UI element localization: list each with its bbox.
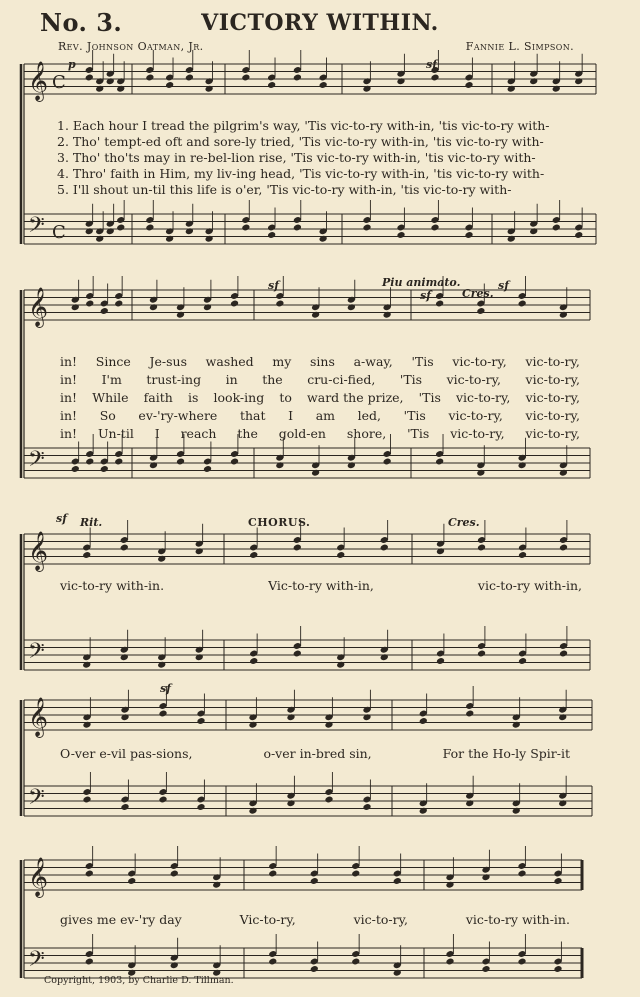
note-head xyxy=(82,551,91,559)
note-head xyxy=(106,77,115,85)
hymn-number: No. 3. xyxy=(40,8,123,37)
bass-clef-icon: 𝄢 xyxy=(28,447,45,477)
note-head xyxy=(267,231,276,239)
note-head xyxy=(157,555,166,563)
dynamic-sforzando-6: sf xyxy=(160,682,171,695)
note-head xyxy=(430,224,439,232)
note-head xyxy=(71,303,80,311)
note-head xyxy=(95,85,104,93)
verse-1-line1: 1. Each hour I tread the pilgrim's way, 'Tis vic-to-ry with-in, 'tis vic-to-ry with- xyxy=(57,118,550,133)
copyright-footer: Copyright, 1903, by Charlie D. Tillman. xyxy=(44,975,234,986)
note-head xyxy=(559,311,568,319)
verse-4-line1: 4. Thro' faith in Him, my liv-ing head, 'Tis vic-to-ry with-in, 'tis vic-to-ry with- xyxy=(57,166,545,181)
note-head xyxy=(558,799,567,807)
note-head xyxy=(383,458,392,466)
note-head xyxy=(85,300,94,308)
note-head xyxy=(380,544,389,552)
note-head xyxy=(319,81,328,89)
note-head xyxy=(145,74,154,82)
note-head xyxy=(362,713,371,721)
note-head xyxy=(170,961,179,969)
note-head xyxy=(248,807,257,815)
note-head xyxy=(114,458,123,466)
note-head xyxy=(512,807,521,815)
note-head xyxy=(248,721,257,729)
note-head xyxy=(158,796,167,804)
note-head xyxy=(275,461,284,469)
note-head xyxy=(196,717,205,725)
note-head xyxy=(481,965,490,973)
note-head xyxy=(158,710,167,718)
dynamic-sforzando-5: sf xyxy=(56,512,67,525)
note-head xyxy=(347,461,356,469)
note-head xyxy=(205,235,214,243)
note-head xyxy=(85,458,94,466)
note-head xyxy=(120,544,129,552)
treble-clef-icon: 𝄞 xyxy=(28,287,49,327)
note-head xyxy=(212,881,221,889)
note-head xyxy=(106,227,115,235)
note-head xyxy=(351,958,360,966)
note-head xyxy=(336,661,345,669)
note-head xyxy=(435,458,444,466)
note-head xyxy=(311,469,320,477)
note-head xyxy=(286,799,295,807)
section-chorus: CHORUS. xyxy=(248,516,311,529)
note-head xyxy=(465,799,474,807)
note-head xyxy=(71,465,80,473)
note-head xyxy=(396,231,405,239)
dynamic-sforzando-1: sf xyxy=(426,58,437,71)
note-head xyxy=(436,657,445,665)
note-head xyxy=(145,224,154,232)
note-head xyxy=(120,713,129,721)
treble-clef-icon: 𝄞 xyxy=(28,531,49,571)
note-head xyxy=(120,653,129,661)
note-head xyxy=(351,870,360,878)
treble-clef-icon: 𝄞 xyxy=(28,61,49,101)
note-head xyxy=(477,544,486,552)
tempo-piu-animato: Piu animato. xyxy=(382,276,461,289)
note-head xyxy=(127,877,136,885)
note-head xyxy=(435,300,444,308)
note-head xyxy=(230,300,239,308)
note-head xyxy=(512,721,521,729)
note-head xyxy=(82,796,91,804)
lyricist: Rev. Johnson Oatman, Jr. xyxy=(58,40,204,53)
hymn-page: No. 3. VICTORY WITHIN. Rev. Johnson Oatman, Jr. Fannie L. Simpson. 𝄞 C 𝄢 C 𝄞 𝄢 𝄞 𝄢 𝄞 𝄢 𝄞 𝄢 p sf sf Piu animato. Cres. sf sf sf Rit. CHORUS. Cres. sf 1. Each hour I tread the pilgrim's way, 'Tis vic-to-ry with-in, 'tis vic-to-ry with- 2. Tho' tempt-ed oft and sore-ly tried, 'Tis vic-to-ry with-in, 'tis vic-to-ry with- 3. Tho' tho'ts may in re-bel-lion rise, 'Tis vic-to-ry with-in, 'tis vic-to-ry with- 4. Thro' faith in Him, my liv-ing head, 'Tis vic-to-ry with-in, 'tis vic-to-ry with- 5. I'll shout un-til this life is o'er, 'Tis vic-to-ry with-in, 'tis vic-to-ry with- in! Since Je-sus washed my sins a-way, 'Tis vic-to-ry, vic-to-ry, in! I'm trust-ing in the cru-ci-fied, 'Tis vic-to-ry, vic-to-ry, in! While faith is look-ing to ward the prize, 'Tis vic-to-ry, vic-to-ry, in! So ev-'ry-where that I am led, 'Tis vic-to-ry, vic-to-ry, in! Un-til I reach the gold-en shore, 'Tis vic-to-ry, vic-to-ry, vic-to-ry with-in. Vic-to-ry with-in, vic-to-ry with-in, O-ver e-vil pas-sions, o-ver in-bred sin, For the Ho-ly Spir-it gives me ev-'ry day Vic-to-ry, vic-to-ry, vic-to-ry with-in. Copyright, 1903, by Charlie D. Tillman. xyxy=(0,0,640,997)
note-head xyxy=(176,458,185,466)
note-head xyxy=(476,469,485,477)
note-head xyxy=(517,870,526,878)
note-head xyxy=(165,81,174,89)
note-head xyxy=(293,650,302,658)
note-head xyxy=(518,461,527,469)
note-head xyxy=(396,77,405,85)
note-head xyxy=(310,877,319,885)
note-head xyxy=(85,958,94,966)
note-head xyxy=(293,544,302,552)
treble-clef-icon: 𝄞 xyxy=(28,857,49,897)
note-head xyxy=(430,74,439,82)
note-head xyxy=(268,870,277,878)
note-head xyxy=(393,877,402,885)
note-head xyxy=(529,77,538,85)
note-head xyxy=(196,803,205,811)
verse-2-line2: in! I'm trust-ing in the cru-ci-fied, 'Tis vic-to-ry, vic-to-ry, xyxy=(60,372,580,387)
note-head xyxy=(393,969,402,977)
note-head xyxy=(241,74,250,82)
note-head xyxy=(518,551,527,559)
note-head xyxy=(464,81,473,89)
note-head xyxy=(85,227,94,235)
hymn-title: VICTORY WITHIN. xyxy=(201,10,439,36)
note-head xyxy=(336,551,345,559)
composer: Fannie L. Simpson. xyxy=(465,40,574,53)
bass-clef-icon: 𝄢 xyxy=(28,639,45,669)
note-head xyxy=(267,81,276,89)
note-head xyxy=(176,311,185,319)
note-head xyxy=(120,803,129,811)
note-head xyxy=(249,551,258,559)
note-head xyxy=(559,469,568,477)
note-head xyxy=(362,224,371,232)
note-head xyxy=(419,717,428,725)
note-head xyxy=(481,873,490,881)
note-head xyxy=(529,227,538,235)
note-head xyxy=(241,224,250,232)
note-head xyxy=(268,958,277,966)
note-head xyxy=(116,224,125,232)
note-head xyxy=(464,231,473,239)
note-head xyxy=(324,796,333,804)
note-head xyxy=(477,650,486,658)
note-head xyxy=(275,300,284,308)
tempo-rit: Rit. xyxy=(80,516,103,529)
verse-5-line1: 5. I'll shout un-til this life is o'er, 'Tis vic-to-ry with-in, 'tis vic-to-ry with- xyxy=(57,182,512,197)
note-head xyxy=(85,74,94,82)
note-head xyxy=(518,300,527,308)
note-head xyxy=(100,307,109,315)
note-head xyxy=(362,85,371,93)
note-head xyxy=(445,881,454,889)
note-head xyxy=(445,958,454,966)
dynamic-cres-1: Cres. xyxy=(462,287,494,300)
note-head xyxy=(149,303,158,311)
bass-clef-icon: 𝄢 xyxy=(28,785,45,815)
note-head xyxy=(185,74,194,82)
note-head xyxy=(230,458,239,466)
dynamic-cres-2: Cres. xyxy=(448,516,480,529)
note-head xyxy=(347,303,356,311)
time-signature-icon: C xyxy=(52,72,66,93)
note-head xyxy=(383,311,392,319)
note-head xyxy=(149,461,158,469)
bass-clef-icon: 𝄢 xyxy=(28,947,45,977)
note-head xyxy=(185,227,194,235)
note-head xyxy=(465,710,474,718)
note-head xyxy=(558,713,567,721)
note-head xyxy=(518,657,527,665)
note-head xyxy=(324,721,333,729)
dynamic-sforzando-3: sf xyxy=(420,289,431,302)
note-head xyxy=(574,231,583,239)
note-head xyxy=(553,877,562,885)
note-head xyxy=(293,74,302,82)
note-head xyxy=(203,303,212,311)
verse-4-line2: in! So ev-'ry-where that I am led, 'Tis vic-to-ry, vic-to-ry, xyxy=(60,408,580,423)
note-head xyxy=(293,224,302,232)
note-head xyxy=(95,235,104,243)
note-head xyxy=(311,311,320,319)
note-head xyxy=(507,85,516,93)
note-head xyxy=(82,721,91,729)
dynamic-piano: p xyxy=(68,58,76,71)
note-head xyxy=(380,653,389,661)
verse-2-line1: 2. Tho' tempt-ed oft and sore-ly tried, 'Tis vic-to-ry with-in, 'tis vic-to-ry with- xyxy=(57,134,544,149)
verse-3-line2: in! While faith is look-ing to ward the prize, 'Tis vic-to-ry, vic-to-ry, xyxy=(60,390,580,405)
dynamic-sforzando-4: sf xyxy=(498,279,509,292)
note-head xyxy=(195,653,204,661)
note-head xyxy=(286,713,295,721)
note-head xyxy=(319,235,328,243)
note-head xyxy=(116,85,125,93)
note-head xyxy=(310,965,319,973)
note-head xyxy=(195,547,204,555)
note-head xyxy=(574,77,583,85)
note-head xyxy=(553,965,562,973)
note-head xyxy=(170,870,179,878)
note-head xyxy=(85,870,94,878)
note-head xyxy=(507,235,516,243)
note-head xyxy=(559,544,568,552)
verse-5-line2: in! Un-til I reach the gold-en shore, 'Tis vic-to-ry, vic-to-ry, xyxy=(60,426,580,441)
note-head xyxy=(203,465,212,473)
note-head xyxy=(157,661,166,669)
note-head xyxy=(552,224,561,232)
note-head xyxy=(436,547,445,555)
note-head xyxy=(559,650,568,658)
time-signature-icon: C xyxy=(52,222,66,243)
note-head xyxy=(82,661,91,669)
note-head xyxy=(419,807,428,815)
bass-clef-icon: 𝄢 xyxy=(28,213,45,243)
verse-3-line1: 3. Tho' tho'ts may in re-bel-lion rise, 'Tis vic-to-ry with-in, 'tis vic-to-ry with- xyxy=(57,150,536,165)
dynamic-sforzando-2: sf xyxy=(268,279,279,292)
note-head xyxy=(100,465,109,473)
treble-clef-icon: 𝄞 xyxy=(28,697,49,737)
note-head xyxy=(552,85,561,93)
note-head xyxy=(517,958,526,966)
note-head xyxy=(165,235,174,243)
verse-1-line2: in! Since Je-sus washed my sins a-way, 'Tis vic-to-ry, vic-to-ry, xyxy=(60,354,580,369)
note-head xyxy=(362,803,371,811)
note-head xyxy=(114,300,123,308)
note-head xyxy=(476,307,485,315)
note-head xyxy=(249,657,258,665)
note-head xyxy=(205,85,214,93)
